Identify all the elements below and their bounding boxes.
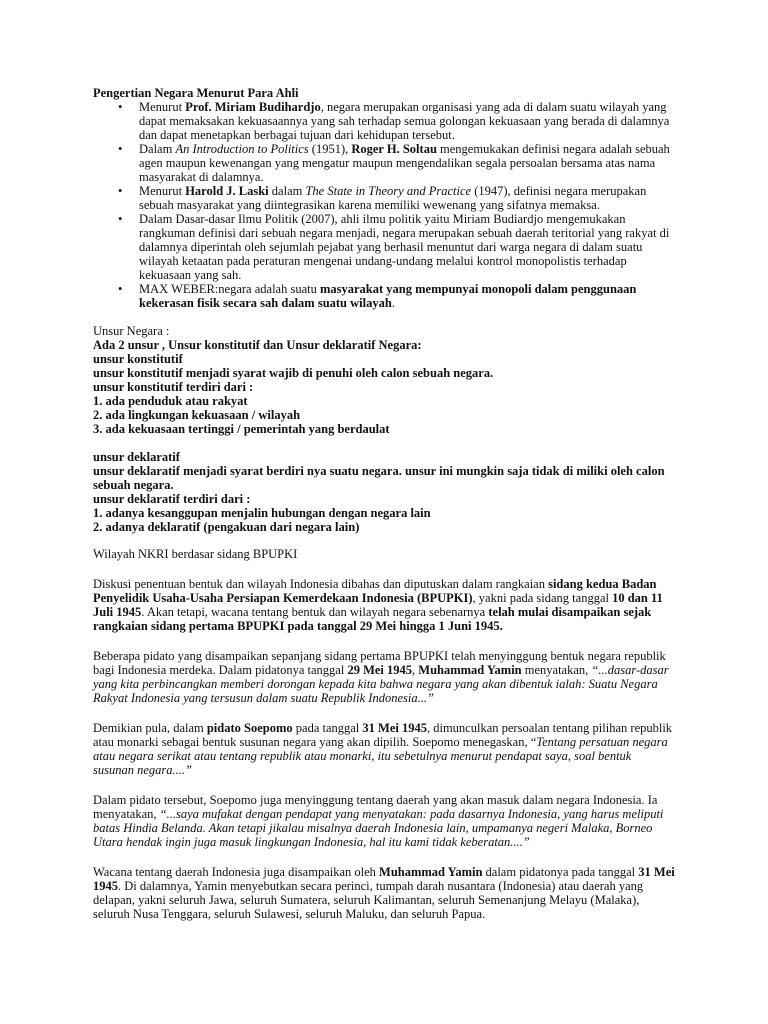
unsur-line: unsur konstitutif terdiri dari : xyxy=(93,380,254,394)
deklaratif-line: 1. adanya kesanggupan menjalin hubungan dengan negara lain xyxy=(93,506,431,520)
paragraph: Wacana tentang daerah Indonesia juga disampaikan oleh Muhammad Yamin dalam pidatonya pada tanggal 31 Mei 1945. Di dalamnya, Yamin menyebutkan secara perinci, tumpah darah nusantara (Indonesia) atau daerah yang delapan, yakni seluruh Jawa, seluruh Sumatera, seluruh Kalimantan, seluruh Semenanjung Melayu (Malaka), seluruh Nusa Tenggara, seluruh Sulawesi, seluruh Maluku, dan seluruh Papua. xyxy=(93,865,675,921)
unsur-line: Ada 2 unsur , Unsur konstitutif dan Unsur deklaratif Negara: xyxy=(93,338,422,352)
wilayah-heading: Wilayah NKRI berdasar sidang BPUPKI xyxy=(93,547,298,561)
unsur-line: 1. ada penduduk atau rakyat xyxy=(93,394,248,408)
unsur-line: unsur konstitutif xyxy=(93,352,183,366)
deklaratif-line: 2. adanya deklaratif (pengakuan dari negara lain) xyxy=(93,520,360,534)
deklaratif-line: unsur deklaratif terdiri dari : xyxy=(93,492,251,506)
list-item: • MAX WEBER:negara adalah suatu masyarakat yang mempunyai monopoli dalam penggunaan kekerasan fisik secara sah dalam suatu wilayah. xyxy=(118,282,637,310)
list-item: • Menurut Harold J. Laski dalam The State in Theory and Practice (1947), definisi negara merupakan sebuah masyarakat yang diintegrasikan karena memiliki wewenang yang sifatnya memaksa. xyxy=(118,184,647,212)
bullet-icon: • xyxy=(118,100,123,114)
bullet-icon: • xyxy=(118,282,123,296)
paragraph: Diskusi penentuan bentuk dan wilayah Indonesia dibahas dan diputuskan dalam rangkaian sidang kedua Badan Penyelidik Usaha-Usaha Persiapan Kemerdekaan Indonesia (BPUPKI), yakni pada sidang tanggal 10 dan 11 Juli 1945. Akan tetapi, wacana tentang bentuk dan wilayah negara sebenarnya telah mulai disampaikan sejak rangkaian sidang pertama BPUPKI pada tanggal 29 Mei hingga 1 Juni 1945. xyxy=(93,577,663,633)
deklaratif-line: unsur deklaratif xyxy=(93,450,180,464)
list-item: • Menurut Prof. Miriam Budihardjo, negara merupakan organisasi yang ada di dalam suatu wilayah yang dapat memaksakan kekuasaannya yang sah terhadap semua golongan kekuasaan yang berada di dalamnya dan dapat menetapkan berbagai tujuan dari kehidupan tersebut. xyxy=(118,100,670,142)
paragraph: Beberapa pidato yang disampaikan sepanjang sidang pertama BPUPKI telah menyinggung bentuk negara republik bagi Indonesia merdeka. Dalam pidatonya tanggal 29 Mei 1945, Muhammad Yamin menyatakan, “...dasar-dasar yang kita perbincangkan memberi dorongan kepada kita bahwa negara yang akan dibentuk ialah: Suatu Negara Rakyat Indonesia yang tersusun dalam suatu Republik Indonesia...” xyxy=(93,649,669,705)
list-item: • Dalam An Introduction to Politics (1951), Roger H. Soltau mengemukakan definisi negara adalah sebuah agen maupun kewenangan yang mengatur maupun mengendalikan segala persoalan bersama atas nama masyarakat di dalamnya. xyxy=(118,142,670,184)
bullet-icon: • xyxy=(118,212,123,226)
bullet-icon: • xyxy=(118,184,123,198)
definition-list xyxy=(93,100,675,310)
unsur-line: 3. ada kekuasaan tertinggi / pemerintah yang berdaulat xyxy=(93,422,390,436)
list-item: • Dalam Dasar-dasar Ilmu Politik (2007), ahli ilmu politik yaitu Miriam Budiardjo mengemukakan rangkuman definisi dari sebuah negara menjadi, negara merupakan sebuah daerah teritorial yang rakyat di dalamnya diperintah oleh sejumlah pejabat yang berhasil menuntut dari warga negara di dalam suatu wilayah ketaatan pada peraturan mengenai undang-undang melalui kontrol monopolistis terhadap kekuasaan yang sah. xyxy=(118,212,670,282)
unsur-heading: Unsur Negara : xyxy=(93,324,170,338)
bullet-icon: • xyxy=(118,142,123,156)
document-body xyxy=(93,86,675,921)
paragraph: Dalam pidato tersebut, Soepomo juga menyinggung tentang daerah yang akan masuk dalam negara Indonesia. Ia menyatakan, “...saya mufakat dengan pendapat yang menyatakan: pada dasarnya Indonesia, yang harus meliputi batas Hindia Belanda. Akan tetapi jikalau misalnya daerah Indonesia lain, umpamanya negeri Malaka, Borneo Utara hendak ingin juga masuk lingkungan Indonesia, hal itu kami tidak keberatan....” xyxy=(93,793,664,849)
unsur-line: 2. ada lingkungan kekuasaan / wilayah xyxy=(93,408,301,422)
unsur-line: unsur konstitutif menjadi syarat wajib di penuhi oleh calon sebuah negara. xyxy=(93,366,494,380)
deklaratif-line: unsur deklaratif menjadi syarat berdiri nya suatu negara. unsur ini mungkin saja tidak di miliki oleh calon sebuah negara. xyxy=(93,464,665,492)
paragraph: Demikian pula, dalam pidato Soepomo pada tanggal 31 Mei 1945, dimunculkan persoalan tentang pilihan republik atau monarki sebagai bentuk susunan negara yang akan dipilih. Soepomo menegaskan, “Tentang persatuan negara atau negara serikat atau tentang republik atau monarki, itu sebetulnya menurut pendapat saya, soal bentuk susunan negara....” xyxy=(93,721,673,777)
section-title: Pengertian Negara Menurut Para Ahli xyxy=(93,86,299,100)
